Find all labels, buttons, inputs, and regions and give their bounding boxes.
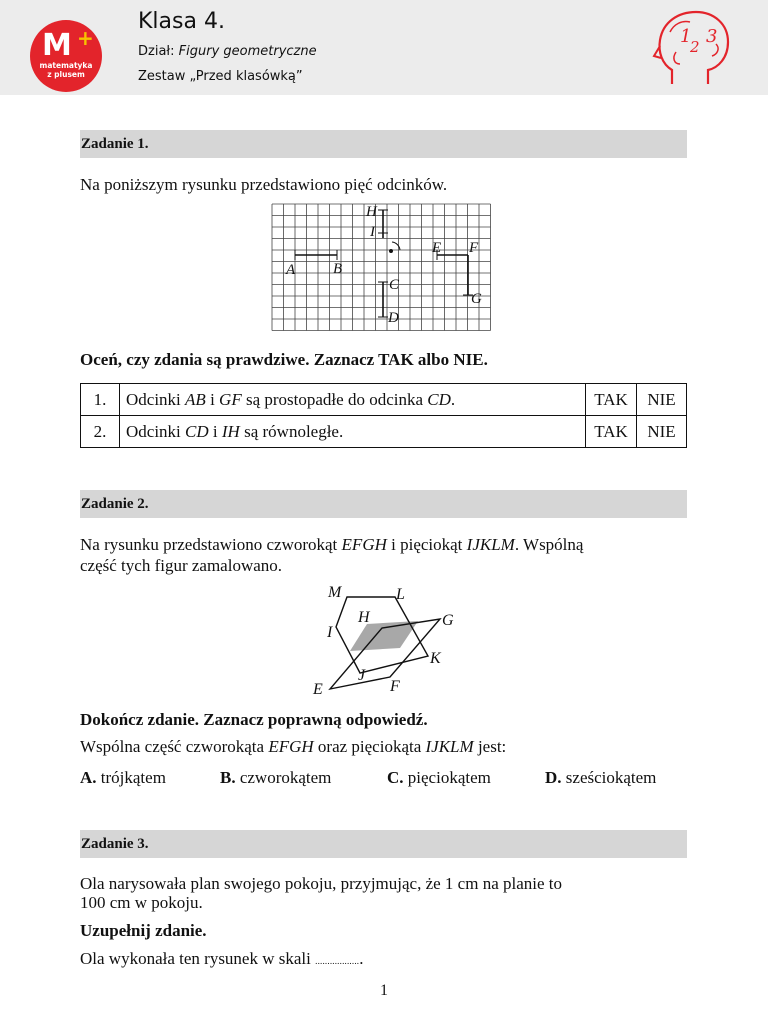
task3-text-line2: 100 cm w pokoju. [80,893,203,912]
statement-2: Odcinki CD i IH są równoległe. [120,416,586,448]
task3-heading: Zadanie 3. [81,836,149,852]
svg-text:2: 2 [690,38,700,56]
label-E: E [313,681,323,698]
svg-text:1: 1 [680,26,692,47]
task2-question: Wspólna część czworokąta EFGH oraz pięciokąta IJKLM jest: [80,737,507,756]
logo-text-line1: matematyka [39,61,93,70]
task2-intro-line2: część tych figur zamalowano. [80,556,283,575]
class-title: Klasa 4. [138,9,225,34]
label-D: D [388,310,399,326]
task3-sentence: Ola wykonała ten rysunek w skali ................... [80,949,364,968]
set-name: Zestaw „Przed klasówką” [138,69,303,84]
label-I: I [370,224,375,240]
option-b[interactable]: B. czworokątem [220,768,332,787]
label-I: I [327,624,333,641]
task2-heading-bar [80,490,687,518]
task3-heading-bar [80,830,687,858]
answer-nie-1[interactable]: NIE [637,384,687,416]
label-M: M [328,584,342,601]
logo-plus: + [77,26,94,50]
task1-grid [272,204,491,331]
label-B: B [333,261,343,277]
label-K: K [430,650,441,667]
matematyka-z-plusem-logo [30,20,102,92]
label-G: G [471,291,482,307]
scale-answer-blank[interactable]: .................. [315,956,360,966]
label-L: L [396,586,405,603]
logo-text-line2: z plusem [47,70,85,79]
task1-segments-figure [260,200,500,340]
head-123-icon [652,8,732,92]
answer-nie-2[interactable]: NIE [637,416,687,448]
page-header [0,0,768,95]
svg-text:3: 3 [706,26,718,47]
true-false-table [80,383,687,448]
label-C: C [389,277,400,293]
table-row [81,416,687,448]
row-number: 2. [81,416,120,448]
answer-tak-2[interactable]: TAK [586,416,637,448]
option-c[interactable]: C. pięciokątem [387,768,491,787]
section-value: Figury geometryczne [178,44,317,59]
option-d[interactable]: D. sześciokątem [545,768,657,787]
table-row [81,384,687,416]
label-H: H [366,204,377,220]
task1-heading: Zadanie 1. [81,136,149,152]
section-line [138,44,317,59]
label-G: G [442,612,454,629]
task1-heading-bar [80,130,687,158]
right-angle-dot [390,250,392,252]
label-H: H [358,609,370,626]
label-J: J [358,667,366,684]
page-number: 1 [380,982,388,999]
task2-heading: Zadanie 2. [81,496,149,512]
option-a[interactable]: A. trójkątem [80,768,166,787]
task2-quadrilateral-pentagon-figure [300,578,470,700]
task3-instruction: Uzupełnij zdanie. [80,921,207,940]
label-F: F [469,240,479,256]
logo-letter: M [42,28,70,63]
task1-instruction: Oceń, czy zdania są prawdziwe. Zaznacz TAK albo NIE. [80,350,488,369]
label-F: F [390,678,400,695]
task2-instruction: Dokończ zdanie. Zaznacz poprawną odpowiedź. [80,710,428,729]
label-E: E [432,240,442,256]
task2-intro: Na rysunku przedstawiono czworokąt EFGH i pięciokąt IJKLM. Wspólną [80,535,584,554]
label-A: A [286,262,296,278]
statement-1: Odcinki AB i GF są prostopadłe do odcinka CD. [120,384,586,416]
answer-tak-1[interactable]: TAK [586,384,637,416]
task1-intro: Na poniższym rysunku przedstawiono pięć odcinków. [80,175,448,194]
task3-text-line1: Ola narysowała plan swojego pokoju, przyjmując, że 1 cm na planie to [80,874,562,893]
row-number: 1. [81,384,120,416]
section-label: Dział: [138,44,175,59]
